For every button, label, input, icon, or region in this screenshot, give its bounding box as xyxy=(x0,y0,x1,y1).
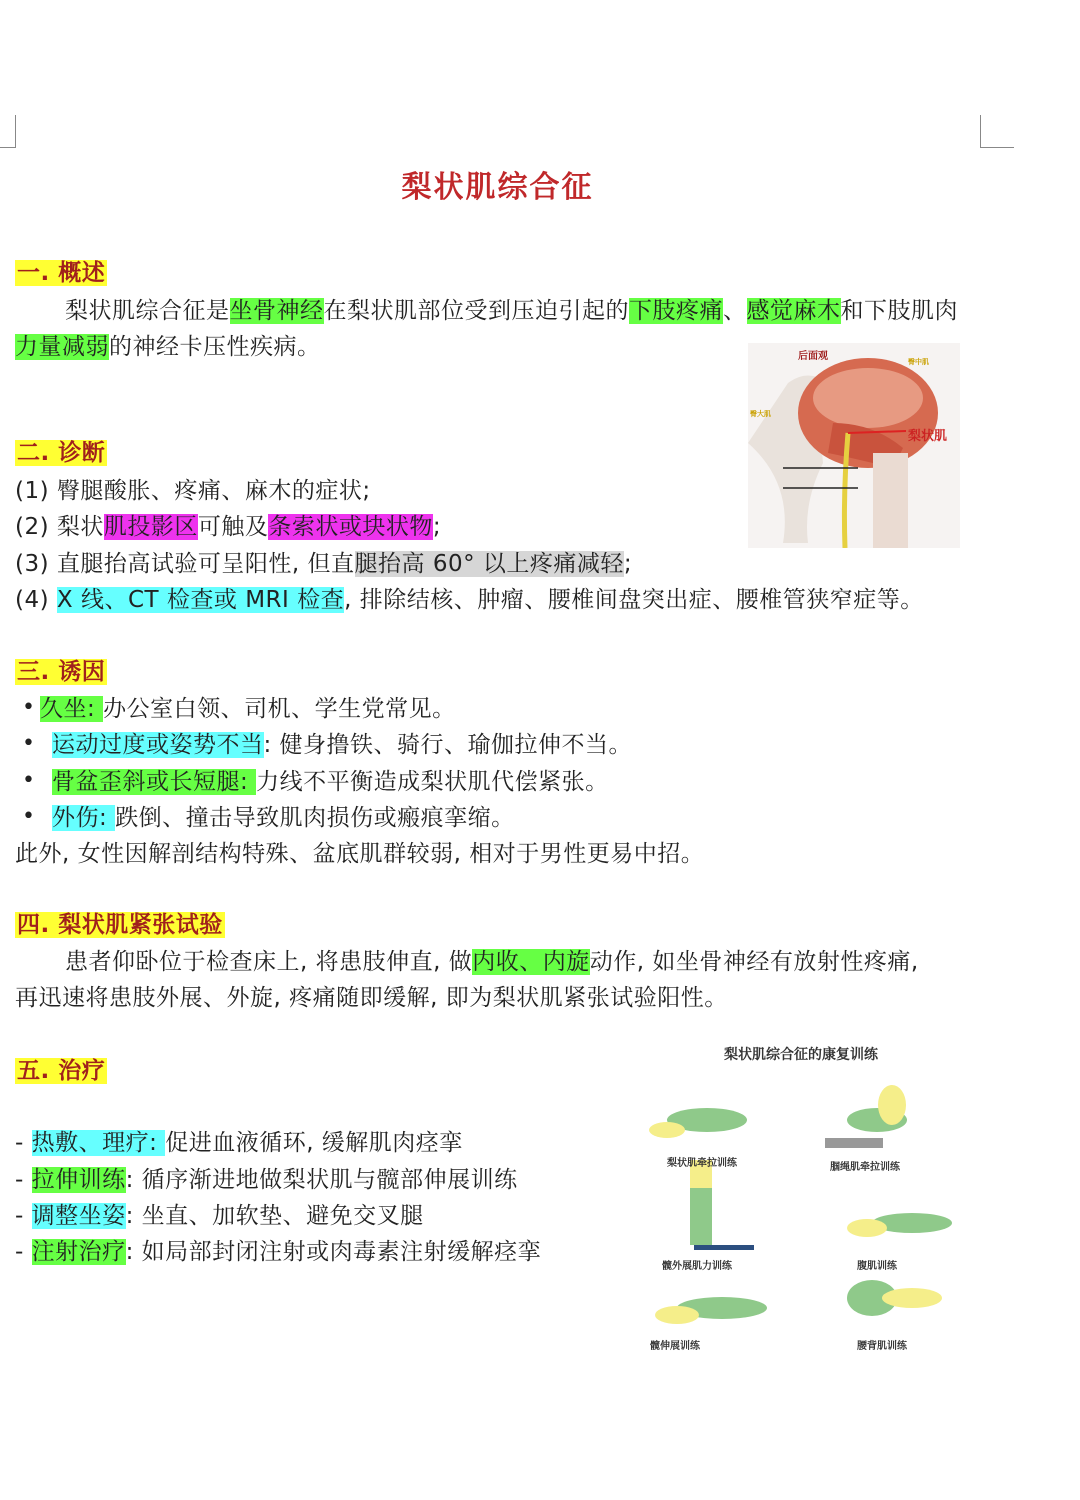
bullet-icon: • xyxy=(22,695,35,720)
text-segment: - xyxy=(15,1203,32,1229)
highlighted-text: 热敷、理疗: xyxy=(31,1130,166,1156)
exercise-label: 腘绳肌牵拉训练 xyxy=(830,1162,900,1173)
text-segment: 此外, 女性因解剖结构特殊、盆底肌群较弱, 相对于男性更易中招。 xyxy=(15,841,705,867)
highlighted-text: 骨盆歪斜或长短腿: xyxy=(52,769,257,795)
text-segment: 动作, 如坐骨神经有放射性疼痛, xyxy=(589,949,919,975)
piriformis-label: 梨状肌 xyxy=(908,429,948,444)
exercise-label: 腰背肌训练 xyxy=(857,1341,907,1352)
text-segment: 患者仰卧位于检查床上, 将患肢伸直, 做 xyxy=(65,949,473,975)
text-segment: 梨状肌综合征是 xyxy=(65,298,230,324)
text-segment: ; xyxy=(623,551,633,577)
treatment-item xyxy=(15,1126,463,1160)
diagnosis-line xyxy=(15,510,441,544)
treatment-item xyxy=(15,1163,518,1197)
anatomy-label: 臀大肌 xyxy=(750,409,771,418)
anatomy-label: 臀中肌 xyxy=(908,357,929,366)
hip-muscle-illustration xyxy=(748,343,960,548)
highlighted-text: 条索状或块状物 xyxy=(268,514,433,540)
treatment-item xyxy=(15,1235,541,1269)
diagnosis-line xyxy=(15,583,924,617)
exercise-figure-title: 梨状肌综合征的康复训练 xyxy=(724,1047,878,1063)
text-segment: 促进血液循环, 缓解肌肉痉挛 xyxy=(165,1130,463,1156)
text-segment: (2) 梨状 xyxy=(15,514,104,540)
exercise-illustrations xyxy=(612,1040,990,1360)
cause-item xyxy=(52,765,609,799)
text-segment: 力线不平衡造成梨状肌代偿紧张。 xyxy=(256,769,609,795)
overview-line xyxy=(15,330,321,364)
diagnosis-line xyxy=(15,547,632,581)
highlighted-text: 内收、内旋 xyxy=(472,949,590,975)
text-segment: 再迅速将患肢外展、外旋, 疼痛随即缓解, 即为梨状肌紧张试验阳性。 xyxy=(15,985,728,1011)
highlighted-text: 坐骨神经 xyxy=(229,298,324,324)
cause-item xyxy=(40,692,456,726)
treatment-item xyxy=(15,1199,424,1233)
bullet-icon: • xyxy=(22,768,35,793)
section-heading-diagnosis: 二. 诊断 xyxy=(17,440,106,466)
text-segment: 跌倒、撞击导致肌肉损伤或瘢痕挛缩。 xyxy=(115,805,515,831)
text-segment: ; xyxy=(432,514,442,540)
highlighted-text: 肌投影区 xyxy=(103,514,198,540)
section-heading-overview: 一. 概述 xyxy=(17,260,106,286)
bullet-icon: • xyxy=(22,804,35,829)
anatomy-view-label: 后面观 xyxy=(798,351,828,362)
text-segment: (3) 直腿抬高试验可呈阳性, 但直 xyxy=(15,551,355,577)
causes-note xyxy=(15,837,704,871)
text-segment: : 循序渐进地做梨状肌与髋部伸展训练 xyxy=(125,1167,518,1193)
section-heading-treatment: 五. 治疗 xyxy=(17,1058,106,1084)
exercise-label: 腹肌训练 xyxy=(857,1261,897,1272)
text-segment: : 健身撸铁、骑行、瑜伽拉伸不当。 xyxy=(263,732,633,758)
rehab-exercise-figure xyxy=(612,1040,990,1360)
highlighted-text: 感觉麻木 xyxy=(746,298,841,324)
text-segment: 在梨状肌部位受到压迫引起的 xyxy=(323,298,629,324)
cause-item xyxy=(52,728,632,762)
text-segment: 、 xyxy=(723,298,747,324)
highlighted-text: 腿抬高 60° 以上疼痛减轻 xyxy=(354,551,624,577)
test-line xyxy=(15,981,728,1015)
highlighted-text: 久坐: xyxy=(40,696,104,722)
text-segment: 可触及 xyxy=(197,514,269,540)
section-heading-causes: 三. 诱因 xyxy=(17,659,106,685)
text-segment: - xyxy=(15,1167,32,1193)
anatomy-figure xyxy=(748,343,960,548)
overview-line xyxy=(65,294,958,328)
highlighted-text: 调整坐姿 xyxy=(31,1203,126,1229)
highlighted-text: 拉伸训练 xyxy=(31,1167,126,1193)
text-segment: (4) xyxy=(15,587,57,613)
highlighted-text: 下肢疼痛 xyxy=(629,298,723,324)
document-title: 梨状肌综合征 xyxy=(401,170,594,205)
text-segment: : 坐直、加软垫、避免交叉腿 xyxy=(125,1203,424,1229)
text-segment: 办公室白领、司机、学生党常见。 xyxy=(103,696,456,722)
test-line xyxy=(65,945,919,979)
corner-mark-right xyxy=(980,115,1014,148)
cause-item xyxy=(52,801,515,835)
corner-mark-left xyxy=(0,115,16,148)
text-segment: (1) 臀腿酸胀、疼痛、麻木的症状; xyxy=(15,478,371,504)
exercise-label: 髋伸展训练 xyxy=(650,1341,700,1352)
highlighted-text: X 线、CT 检查或 MRI 检查 xyxy=(56,587,345,613)
exercise-label: 梨状肌牵拉训练 xyxy=(667,1158,737,1169)
text-segment: 和下肢肌肉 xyxy=(840,298,958,324)
text-segment: - xyxy=(15,1239,32,1265)
bullet-icon: • xyxy=(22,731,35,756)
section-heading-test: 四. 梨状肌紧张试验 xyxy=(17,912,223,938)
text-segment: : 如局部封闭注射或肉毒素注射缓解痉挛 xyxy=(125,1239,542,1265)
diagnosis-line xyxy=(15,474,371,508)
text-segment: - xyxy=(15,1130,32,1156)
text-segment: , 排除结核、肿瘤、腰椎间盘突出症、腰椎管狭窄症等。 xyxy=(344,587,924,613)
text-segment: 的神经卡压性疾病。 xyxy=(109,334,321,360)
exercise-label: 髋外展肌力训练 xyxy=(662,1261,732,1272)
highlighted-text: 注射治疗 xyxy=(31,1239,126,1265)
highlighted-text: 外伤: xyxy=(52,805,116,831)
highlighted-text: 运动过度或姿势不当 xyxy=(52,732,264,758)
highlighted-text: 力量减弱 xyxy=(15,334,109,360)
